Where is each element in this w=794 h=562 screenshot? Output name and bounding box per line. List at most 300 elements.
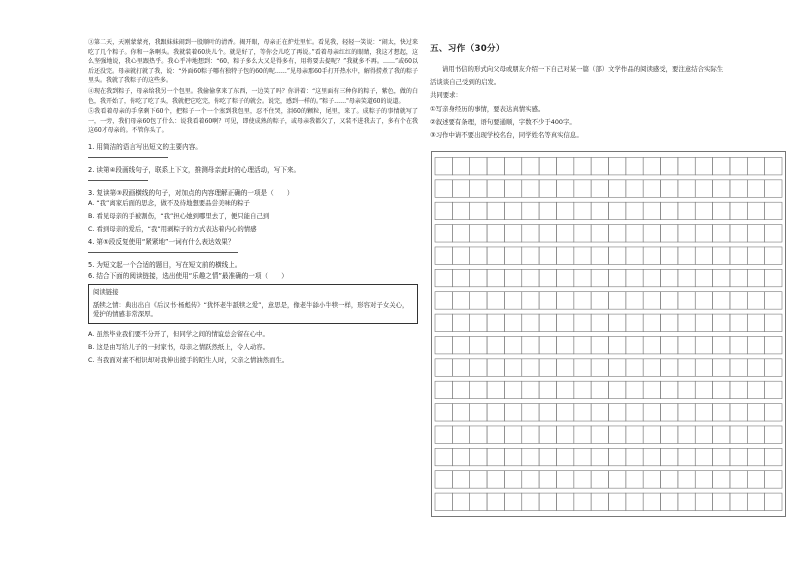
grid-cell[interactable] — [452, 202, 469, 219]
grid-cell[interactable] — [609, 225, 626, 242]
grid-cell[interactable] — [730, 180, 747, 197]
grid-cell[interactable] — [765, 381, 782, 398]
grid-cell[interactable] — [661, 314, 678, 331]
grid-cell[interactable] — [539, 493, 556, 510]
grid-cell[interactable] — [643, 247, 660, 264]
grid-cell[interactable] — [713, 247, 730, 264]
grid-cell[interactable] — [730, 359, 747, 376]
grid-cell[interactable] — [765, 336, 782, 353]
question-3-option-c[interactable]: C. 看到母亲的爱后，“我”用剥粽子的方式表达着内心的情感 — [88, 224, 257, 233]
grid-cell[interactable] — [522, 269, 539, 286]
grid-cell[interactable] — [435, 225, 452, 242]
grid-cell[interactable] — [747, 247, 764, 264]
grid-cell[interactable] — [626, 404, 643, 421]
grid-cell[interactable] — [678, 180, 695, 197]
grid-cell[interactable] — [678, 157, 695, 174]
grid-cell[interactable] — [539, 247, 556, 264]
grid-cell[interactable] — [435, 157, 452, 174]
grid-cell[interactable] — [713, 157, 730, 174]
grid-cell[interactable] — [730, 269, 747, 286]
grid-cell[interactable] — [574, 247, 591, 264]
question-3-option-b[interactable]: B. 看见母亲的手被割伤，“我”担心她到哪里去了，便只能自己到 — [88, 211, 270, 220]
grid-cell[interactable] — [452, 292, 469, 309]
grid-cell[interactable] — [591, 247, 608, 264]
grid-cell[interactable] — [504, 359, 521, 376]
grid-cell[interactable] — [643, 225, 660, 242]
grid-cell[interactable] — [452, 426, 469, 443]
grid-cell[interactable] — [452, 225, 469, 242]
grid-cell[interactable] — [713, 426, 730, 443]
grid-cell[interactable] — [609, 269, 626, 286]
grid-cell[interactable] — [556, 493, 573, 510]
grid-cell[interactable] — [609, 292, 626, 309]
grid-cell[interactable] — [626, 336, 643, 353]
grid-cell[interactable] — [695, 314, 712, 331]
grid-cell[interactable] — [556, 381, 573, 398]
grid-cell[interactable] — [556, 269, 573, 286]
grid-cell[interactable] — [539, 404, 556, 421]
grid-cell[interactable] — [765, 426, 782, 443]
grid-cell[interactable] — [765, 292, 782, 309]
grid-cell[interactable] — [678, 471, 695, 488]
grid-cell[interactable] — [522, 493, 539, 510]
grid-cell[interactable] — [765, 225, 782, 242]
grid-cell[interactable] — [504, 336, 521, 353]
grid-cell[interactable] — [522, 180, 539, 197]
grid-cell[interactable] — [661, 404, 678, 421]
writing-grid-svg[interactable] — [431, 151, 786, 517]
grid-cell[interactable] — [678, 336, 695, 353]
grid-cell[interactable] — [574, 336, 591, 353]
grid-cell[interactable] — [539, 202, 556, 219]
grid-cell[interactable] — [643, 314, 660, 331]
grid-cell[interactable] — [452, 180, 469, 197]
grid-cell[interactable] — [661, 381, 678, 398]
grid-cell[interactable] — [661, 202, 678, 219]
grid-cell[interactable] — [504, 180, 521, 197]
grid-cell[interactable] — [678, 202, 695, 219]
grid-cell[interactable] — [695, 180, 712, 197]
grid-cell[interactable] — [487, 225, 504, 242]
grid-cell[interactable] — [504, 269, 521, 286]
grid-cell[interactable] — [609, 180, 626, 197]
grid-cell[interactable] — [470, 336, 487, 353]
grid-cell[interactable] — [730, 225, 747, 242]
grid-cell[interactable] — [609, 202, 626, 219]
grid-cell[interactable] — [765, 157, 782, 174]
grid-cell[interactable] — [470, 225, 487, 242]
grid-cell[interactable] — [695, 404, 712, 421]
grid-cell[interactable] — [574, 471, 591, 488]
grid-cell[interactable] — [713, 202, 730, 219]
grid-cell[interactable] — [452, 269, 469, 286]
grid-cell[interactable] — [435, 292, 452, 309]
grid-cell[interactable] — [522, 202, 539, 219]
grid-cell[interactable] — [522, 381, 539, 398]
grid-cell[interactable] — [487, 448, 504, 465]
grid-cell[interactable] — [487, 269, 504, 286]
grid-cell[interactable] — [470, 202, 487, 219]
grid-cell[interactable] — [747, 426, 764, 443]
grid-cell[interactable] — [730, 448, 747, 465]
grid-cell[interactable] — [435, 247, 452, 264]
grid-cell[interactable] — [452, 157, 469, 174]
grid-cell[interactable] — [747, 493, 764, 510]
grid-cell[interactable] — [504, 426, 521, 443]
grid-cell[interactable] — [747, 157, 764, 174]
grid-cell[interactable] — [539, 359, 556, 376]
grid-cell[interactable] — [626, 292, 643, 309]
grid-cell[interactable] — [435, 448, 452, 465]
grid-cell[interactable] — [452, 336, 469, 353]
grid-cell[interactable] — [765, 180, 782, 197]
grid-cell[interactable] — [591, 381, 608, 398]
grid-cell[interactable] — [556, 157, 573, 174]
grid-cell[interactable] — [504, 314, 521, 331]
grid-cell[interactable] — [574, 157, 591, 174]
grid-cell[interactable] — [522, 225, 539, 242]
grid-cell[interactable] — [591, 269, 608, 286]
grid-cell[interactable] — [713, 292, 730, 309]
grid-cell[interactable] — [713, 336, 730, 353]
grid-cell[interactable] — [556, 404, 573, 421]
grid-cell[interactable] — [574, 493, 591, 510]
grid-cell[interactable] — [487, 157, 504, 174]
grid-cell[interactable] — [626, 202, 643, 219]
grid-cell[interactable] — [591, 336, 608, 353]
grid-cell[interactable] — [470, 493, 487, 510]
grid-cell[interactable] — [522, 314, 539, 331]
grid-cell[interactable] — [556, 471, 573, 488]
grid-cell[interactable] — [609, 381, 626, 398]
grid-cell[interactable] — [695, 448, 712, 465]
grid-cell[interactable] — [574, 225, 591, 242]
grid-cell[interactable] — [591, 359, 608, 376]
grid-cell[interactable] — [713, 180, 730, 197]
grid-cell[interactable] — [522, 336, 539, 353]
grid-cell[interactable] — [504, 202, 521, 219]
grid-cell[interactable] — [435, 359, 452, 376]
grid-cell[interactable] — [678, 359, 695, 376]
answer-line-4[interactable] — [88, 252, 238, 253]
grid-cell[interactable] — [661, 180, 678, 197]
grid-cell[interactable] — [643, 202, 660, 219]
grid-cell[interactable] — [470, 381, 487, 398]
grid-cell[interactable] — [470, 157, 487, 174]
grid-cell[interactable] — [661, 157, 678, 174]
grid-cell[interactable] — [470, 448, 487, 465]
grid-cell[interactable] — [765, 448, 782, 465]
grid-cell[interactable] — [435, 314, 452, 331]
grid-cell[interactable] — [591, 180, 608, 197]
grid-cell[interactable] — [609, 426, 626, 443]
grid-cell[interactable] — [643, 292, 660, 309]
grid-cell[interactable] — [556, 202, 573, 219]
grid-cell[interactable] — [730, 292, 747, 309]
grid-cell[interactable] — [556, 336, 573, 353]
grid-cell[interactable] — [678, 493, 695, 510]
grid-cell[interactable] — [591, 471, 608, 488]
grid-cell[interactable] — [539, 314, 556, 331]
grid-cell[interactable] — [765, 359, 782, 376]
grid-cell[interactable] — [643, 180, 660, 197]
grid-cell[interactable] — [678, 292, 695, 309]
grid-cell[interactable] — [539, 336, 556, 353]
grid-cell[interactable] — [539, 292, 556, 309]
grid-cell[interactable] — [730, 404, 747, 421]
grid-cell[interactable] — [678, 247, 695, 264]
grid-cell[interactable] — [730, 381, 747, 398]
grid-cell[interactable] — [678, 448, 695, 465]
grid-cell[interactable] — [539, 269, 556, 286]
grid-cell[interactable] — [695, 292, 712, 309]
grid-cell[interactable] — [556, 225, 573, 242]
grid-cell[interactable] — [643, 448, 660, 465]
grid-cell[interactable] — [713, 269, 730, 286]
grid-cell[interactable] — [643, 157, 660, 174]
grid-cell[interactable] — [435, 381, 452, 398]
grid-cell[interactable] — [504, 292, 521, 309]
grid-cell[interactable] — [747, 404, 764, 421]
grid-cell[interactable] — [556, 448, 573, 465]
grid-cell[interactable] — [522, 247, 539, 264]
grid-cell[interactable] — [609, 404, 626, 421]
grid-cell[interactable] — [678, 404, 695, 421]
grid-cell[interactable] — [765, 404, 782, 421]
grid-cell[interactable] — [765, 314, 782, 331]
grid-cell[interactable] — [730, 247, 747, 264]
grid-cell[interactable] — [470, 247, 487, 264]
grid-cell[interactable] — [713, 493, 730, 510]
grid-cell[interactable] — [522, 404, 539, 421]
grid-cell[interactable] — [626, 471, 643, 488]
grid-cell[interactable] — [591, 493, 608, 510]
grid-cell[interactable] — [487, 292, 504, 309]
grid-cell[interactable] — [713, 359, 730, 376]
grid-cell[interactable] — [713, 314, 730, 331]
grid-cell[interactable] — [574, 426, 591, 443]
grid-cell[interactable] — [643, 426, 660, 443]
grid-cell[interactable] — [504, 381, 521, 398]
grid-cell[interactable] — [539, 426, 556, 443]
grid-cell[interactable] — [661, 471, 678, 488]
grid-cell[interactable] — [661, 336, 678, 353]
grid-cell[interactable] — [626, 426, 643, 443]
grid-cell[interactable] — [747, 471, 764, 488]
grid-cell[interactable] — [747, 448, 764, 465]
grid-cell[interactable] — [609, 448, 626, 465]
grid-cell[interactable] — [556, 247, 573, 264]
grid-cell[interactable] — [695, 247, 712, 264]
question-6-option-a[interactable]: A. 虽然毕业我们要不分开了，但同学之间的情谊总会留在心中。 — [88, 329, 269, 338]
grid-cell[interactable] — [591, 225, 608, 242]
grid-cell[interactable] — [695, 225, 712, 242]
grid-cell[interactable] — [435, 471, 452, 488]
answer-line-1[interactable] — [88, 157, 168, 158]
grid-cell[interactable] — [695, 359, 712, 376]
grid-cell[interactable] — [609, 157, 626, 174]
grid-cell[interactable] — [574, 180, 591, 197]
grid-cell[interactable] — [747, 269, 764, 286]
grid-cell[interactable] — [643, 471, 660, 488]
grid-cell[interactable] — [487, 404, 504, 421]
grid-cell[interactable] — [452, 448, 469, 465]
grid-cell[interactable] — [713, 225, 730, 242]
grid-cell[interactable] — [695, 336, 712, 353]
grid-cell[interactable] — [574, 381, 591, 398]
grid-cell[interactable] — [470, 292, 487, 309]
grid-cell[interactable] — [522, 292, 539, 309]
grid-cell[interactable] — [452, 359, 469, 376]
grid-cell[interactable] — [713, 381, 730, 398]
answer-line-2[interactable] — [88, 180, 148, 181]
grid-cell[interactable] — [522, 157, 539, 174]
grid-cell[interactable] — [504, 157, 521, 174]
grid-cell[interactable] — [747, 202, 764, 219]
grid-cell[interactable] — [713, 404, 730, 421]
writing-grid[interactable] — [431, 151, 786, 517]
grid-cell[interactable] — [470, 359, 487, 376]
grid-cell[interactable] — [626, 225, 643, 242]
grid-cell[interactable] — [730, 314, 747, 331]
grid-cell[interactable] — [713, 448, 730, 465]
question-3-option-a[interactable]: A. “我”离家后面的思念，做不及待地想要品尝美味的粽子 — [88, 198, 250, 207]
grid-cell[interactable] — [504, 404, 521, 421]
grid-cell[interactable] — [765, 493, 782, 510]
grid-cell[interactable] — [504, 448, 521, 465]
grid-cell[interactable] — [730, 336, 747, 353]
grid-cell[interactable] — [591, 292, 608, 309]
grid-cell[interactable] — [591, 157, 608, 174]
grid-cell[interactable] — [747, 180, 764, 197]
grid-cell[interactable] — [470, 471, 487, 488]
grid-cell[interactable] — [747, 359, 764, 376]
grid-cell[interactable] — [435, 336, 452, 353]
grid-cell[interactable] — [556, 426, 573, 443]
grid-cell[interactable] — [695, 157, 712, 174]
grid-cell[interactable] — [626, 269, 643, 286]
grid-cell[interactable] — [609, 314, 626, 331]
grid-cell[interactable] — [643, 404, 660, 421]
grid-cell[interactable] — [470, 426, 487, 443]
grid-cell[interactable] — [504, 471, 521, 488]
grid-cell[interactable] — [435, 180, 452, 197]
grid-cell[interactable] — [730, 493, 747, 510]
grid-cell[interactable] — [591, 404, 608, 421]
grid-cell[interactable] — [661, 225, 678, 242]
grid-cell[interactable] — [765, 269, 782, 286]
grid-cell[interactable] — [487, 336, 504, 353]
grid-cell[interactable] — [452, 493, 469, 510]
grid-cell[interactable] — [643, 359, 660, 376]
grid-cell[interactable] — [661, 247, 678, 264]
grid-cell[interactable] — [487, 471, 504, 488]
grid-cell[interactable] — [765, 247, 782, 264]
grid-cell[interactable] — [470, 314, 487, 331]
grid-cell[interactable] — [730, 202, 747, 219]
grid-cell[interactable] — [487, 202, 504, 219]
grid-cell[interactable] — [643, 381, 660, 398]
question-6-option-c[interactable]: C. 当我面对素不相识却对我伸出援手的陌生人时，父亲之情油然而生。 — [88, 355, 289, 364]
grid-cell[interactable] — [730, 157, 747, 174]
grid-cell[interactable] — [730, 426, 747, 443]
grid-cell[interactable] — [487, 180, 504, 197]
grid-cell[interactable] — [765, 471, 782, 488]
grid-cell[interactable] — [487, 381, 504, 398]
grid-cell[interactable] — [556, 359, 573, 376]
grid-cell[interactable] — [470, 269, 487, 286]
grid-cell[interactable] — [609, 247, 626, 264]
grid-cell[interactable] — [713, 471, 730, 488]
grid-cell[interactable] — [643, 269, 660, 286]
grid-cell[interactable] — [522, 471, 539, 488]
grid-cell[interactable] — [591, 426, 608, 443]
grid-cell[interactable] — [661, 426, 678, 443]
grid-cell[interactable] — [487, 247, 504, 264]
grid-cell[interactable] — [487, 314, 504, 331]
grid-cell[interactable] — [626, 247, 643, 264]
grid-cell[interactable] — [556, 292, 573, 309]
grid-cell[interactable] — [661, 359, 678, 376]
grid-cell[interactable] — [522, 448, 539, 465]
grid-cell[interactable] — [678, 381, 695, 398]
grid-cell[interactable] — [661, 269, 678, 286]
grid-cell[interactable] — [574, 314, 591, 331]
grid-cell[interactable] — [574, 269, 591, 286]
grid-cell[interactable] — [452, 247, 469, 264]
grid-cell[interactable] — [626, 493, 643, 510]
grid-cell[interactable] — [591, 314, 608, 331]
grid-cell[interactable] — [626, 448, 643, 465]
grid-cell[interactable] — [539, 225, 556, 242]
grid-cell[interactable] — [626, 314, 643, 331]
grid-cell[interactable] — [609, 359, 626, 376]
grid-cell[interactable] — [695, 381, 712, 398]
grid-cell[interactable] — [661, 493, 678, 510]
grid-cell[interactable] — [695, 426, 712, 443]
grid-cell[interactable] — [747, 292, 764, 309]
grid-cell[interactable] — [539, 448, 556, 465]
grid-cell[interactable] — [435, 269, 452, 286]
grid-cell[interactable] — [452, 381, 469, 398]
grid-cell[interactable] — [591, 448, 608, 465]
grid-cell[interactable] — [539, 180, 556, 197]
grid-cell[interactable] — [504, 247, 521, 264]
grid-cell[interactable] — [470, 404, 487, 421]
grid-cell[interactable] — [730, 471, 747, 488]
grid-cell[interactable] — [626, 180, 643, 197]
grid-cell[interactable] — [435, 202, 452, 219]
grid-cell[interactable] — [504, 225, 521, 242]
grid-cell[interactable] — [504, 493, 521, 510]
grid-cell[interactable] — [626, 157, 643, 174]
grid-cell[interactable] — [487, 493, 504, 510]
grid-cell[interactable] — [539, 471, 556, 488]
grid-cell[interactable] — [678, 314, 695, 331]
grid-cell[interactable] — [609, 336, 626, 353]
grid-cell[interactable] — [609, 493, 626, 510]
grid-cell[interactable] — [626, 359, 643, 376]
grid-cell[interactable] — [643, 336, 660, 353]
grid-cell[interactable] — [678, 426, 695, 443]
grid-cell[interactable] — [643, 493, 660, 510]
grid-cell[interactable] — [487, 359, 504, 376]
grid-cell[interactable] — [678, 269, 695, 286]
grid-cell[interactable] — [452, 404, 469, 421]
grid-cell[interactable] — [747, 336, 764, 353]
grid-cell[interactable] — [435, 426, 452, 443]
grid-cell[interactable] — [574, 448, 591, 465]
